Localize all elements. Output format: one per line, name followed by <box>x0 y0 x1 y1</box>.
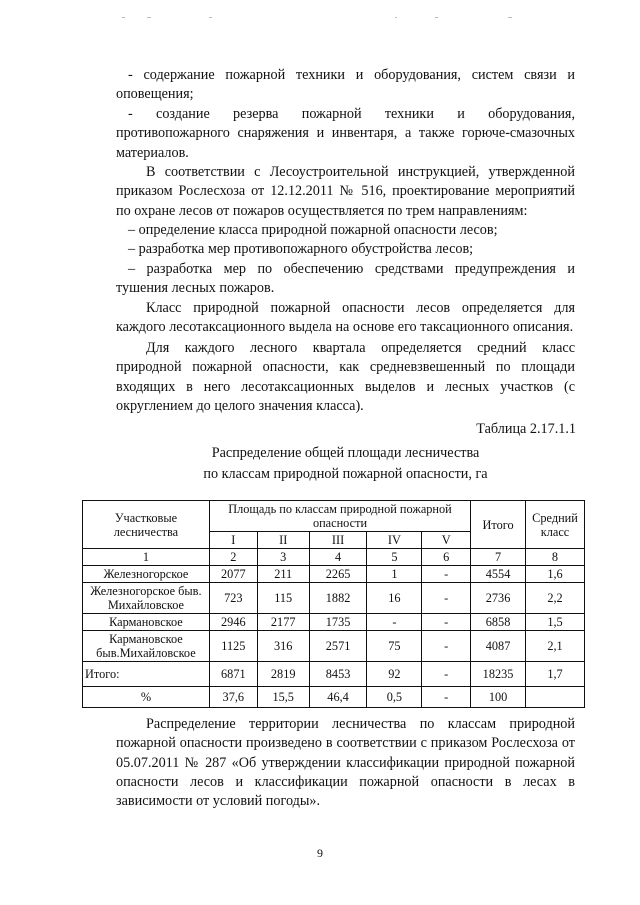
table-cell: 37,6 <box>209 687 257 708</box>
column-number: 2 <box>209 549 257 566</box>
table-cell: - <box>422 631 471 662</box>
table-cell: 15,5 <box>257 687 309 708</box>
text-line: Для каждого лесного квартала определяется средний класс <box>146 340 575 356</box>
table-cell: 6871 <box>209 662 257 687</box>
header-total: Итого <box>471 501 526 549</box>
column-number: 3 <box>257 549 309 566</box>
header-class: IV <box>367 532 422 549</box>
table-cell: 4087 <box>471 631 526 662</box>
table-cell: 1125 <box>209 631 257 662</box>
scan-artifact <box>147 17 151 18</box>
table-header-row <box>83 501 585 532</box>
column-number: 8 <box>526 549 585 566</box>
text-line: пожарной опасности произведено в соответствии с приказом Рослесхоза от <box>116 735 575 752</box>
text-line: материалов. <box>116 144 189 161</box>
text-line: входящих в него лесотаксационных выделов и лесных участков (с <box>116 378 575 395</box>
table-row <box>83 566 585 583</box>
header-class: V <box>422 532 471 549</box>
text-line: природной пожарной опасности, как средневзвешенный по площади <box>116 359 575 376</box>
list-item <box>116 221 575 240</box>
scan-artifact <box>508 17 512 18</box>
closing-paragraph <box>116 715 575 811</box>
table-cell: 2265 <box>309 566 367 583</box>
caption-line: Распределение общей площади лесничества <box>211 445 480 461</box>
paragraph <box>116 299 575 338</box>
table-percent-row <box>83 687 585 708</box>
fire-danger-table <box>82 500 585 708</box>
text-line: В соответствии с Лесоустроительной инструкцией, утвержденной <box>146 164 575 180</box>
text-line: – разработка мер по обеспечению средствами предупреждения и <box>128 261 575 277</box>
table-number: Таблица 2.17.1.1 <box>476 421 576 437</box>
table-cell: 2736 <box>471 583 526 614</box>
table-cell: - <box>422 662 471 687</box>
paragraph <box>116 163 575 221</box>
text-line: - содержание пожарной техники и оборудования, систем связи и <box>128 67 575 83</box>
table-cell: 2571 <box>309 631 367 662</box>
text-line: зависимости от условий погоды». <box>116 793 321 810</box>
table-cell: 1 <box>367 566 422 583</box>
paragraph <box>116 339 575 416</box>
table-cell: 2,1 <box>526 631 585 662</box>
table-cell: 115 <box>257 583 309 614</box>
table-cell: 2077 <box>209 566 257 583</box>
row-name: Железногорское быв. Михайловское <box>83 583 210 614</box>
table-cell: - <box>422 614 471 631</box>
text-line: 05.07.2011 № 287 «Об утверждении классификации природной пожарной <box>116 754 575 771</box>
column-number: 7 <box>471 549 526 566</box>
table-cell: 8453 <box>309 662 367 687</box>
table-cell: 0,5 <box>367 687 422 708</box>
table-cell: 18235 <box>471 662 526 687</box>
caption-line: по классам природной пожарной опасности, га <box>203 466 488 482</box>
paragraph <box>116 105 575 163</box>
table-cell: 92 <box>367 662 422 687</box>
table-cell: - <box>422 566 471 583</box>
text-line: Класс природной пожарной опасности лесов определяется для <box>146 300 575 316</box>
column-number: 4 <box>309 549 367 566</box>
table-cell: 1735 <box>309 614 367 631</box>
text-line: оповещения; <box>116 86 194 103</box>
text-line: Распределение территории лесничества по классам природной <box>146 716 575 732</box>
list-item <box>116 240 575 259</box>
header-class: I <box>209 532 257 549</box>
table-caption <box>116 443 575 485</box>
table-cell: 6858 <box>471 614 526 631</box>
table-cell: 211 <box>257 566 309 583</box>
scan-artifact <box>435 17 438 18</box>
table-numbering-row <box>83 549 585 566</box>
table-cell: 1,6 <box>526 566 585 583</box>
column-number: 5 <box>367 549 422 566</box>
table-cell <box>526 687 585 708</box>
table-cell: 46,4 <box>309 687 367 708</box>
table-cell: 1,7 <box>526 662 585 687</box>
table-row <box>83 631 585 662</box>
table-cell: 2,2 <box>526 583 585 614</box>
header-avg-class: Средний класс <box>526 501 585 549</box>
scan-artifact <box>209 17 212 18</box>
table-cell: - <box>422 687 471 708</box>
row-name: % <box>83 687 210 708</box>
text-line: – определение класса природной пожарной опасности лесов; <box>128 222 498 238</box>
table-cell: 2946 <box>209 614 257 631</box>
text-line: опасности лесов и классификации пожарной опасности в лесах в <box>116 773 575 790</box>
text-line: по охране лесов от пожаров осуществляется по трем направлениям: <box>116 202 528 219</box>
column-number: 1 <box>83 549 210 566</box>
column-number: 6 <box>422 549 471 566</box>
table-row <box>83 614 585 631</box>
text-line: – разработка мер противопожарного обустройства лесов; <box>128 241 474 257</box>
header-class: III <box>309 532 367 549</box>
table-cell: 316 <box>257 631 309 662</box>
text-line: каждого лесотаксационного выдела на основе его таксационного описания. <box>116 319 574 336</box>
table-cell: 4554 <box>471 566 526 583</box>
table-cell: 2177 <box>257 614 309 631</box>
scan-artifact <box>122 17 125 18</box>
page-number: 9 <box>317 846 323 860</box>
text-line: приказом Рослесхоза от 12.12.2011 № 516, проектирование мероприятий <box>116 183 575 200</box>
text-line: противопожарного снаряжения и инвентаря, а также горюче-смазочных <box>116 125 575 142</box>
row-name: Кармановское быв.Михайловское <box>83 631 210 662</box>
list-item <box>116 260 575 299</box>
header-area-group: Площадь по классам природной пожарной опасности <box>209 501 470 532</box>
table-cell: 1,5 <box>526 614 585 631</box>
text-line: округлением до целого значения класса). <box>116 397 364 414</box>
table-cell: 1882 <box>309 583 367 614</box>
table-total-row <box>83 662 585 687</box>
header-forestry: Участковые лесничества <box>83 501 210 549</box>
table-cell: - <box>367 614 422 631</box>
row-name: Итого: <box>83 662 210 687</box>
header-class: II <box>257 532 309 549</box>
table-cell: 2819 <box>257 662 309 687</box>
table-cell: 16 <box>367 583 422 614</box>
table-cell: 75 <box>367 631 422 662</box>
row-name: Кармановское <box>83 614 210 631</box>
scan-artifact <box>395 17 397 18</box>
table-cell: 723 <box>209 583 257 614</box>
row-name: Железногорское <box>83 566 210 583</box>
text-line: - создание резерва пожарной техники и оборудования, <box>128 106 575 122</box>
table-cell: 100 <box>471 687 526 708</box>
table-row <box>83 583 585 614</box>
text-line: тушения лесных пожаров. <box>116 280 275 297</box>
paragraph <box>116 66 575 105</box>
table-cell: - <box>422 583 471 614</box>
